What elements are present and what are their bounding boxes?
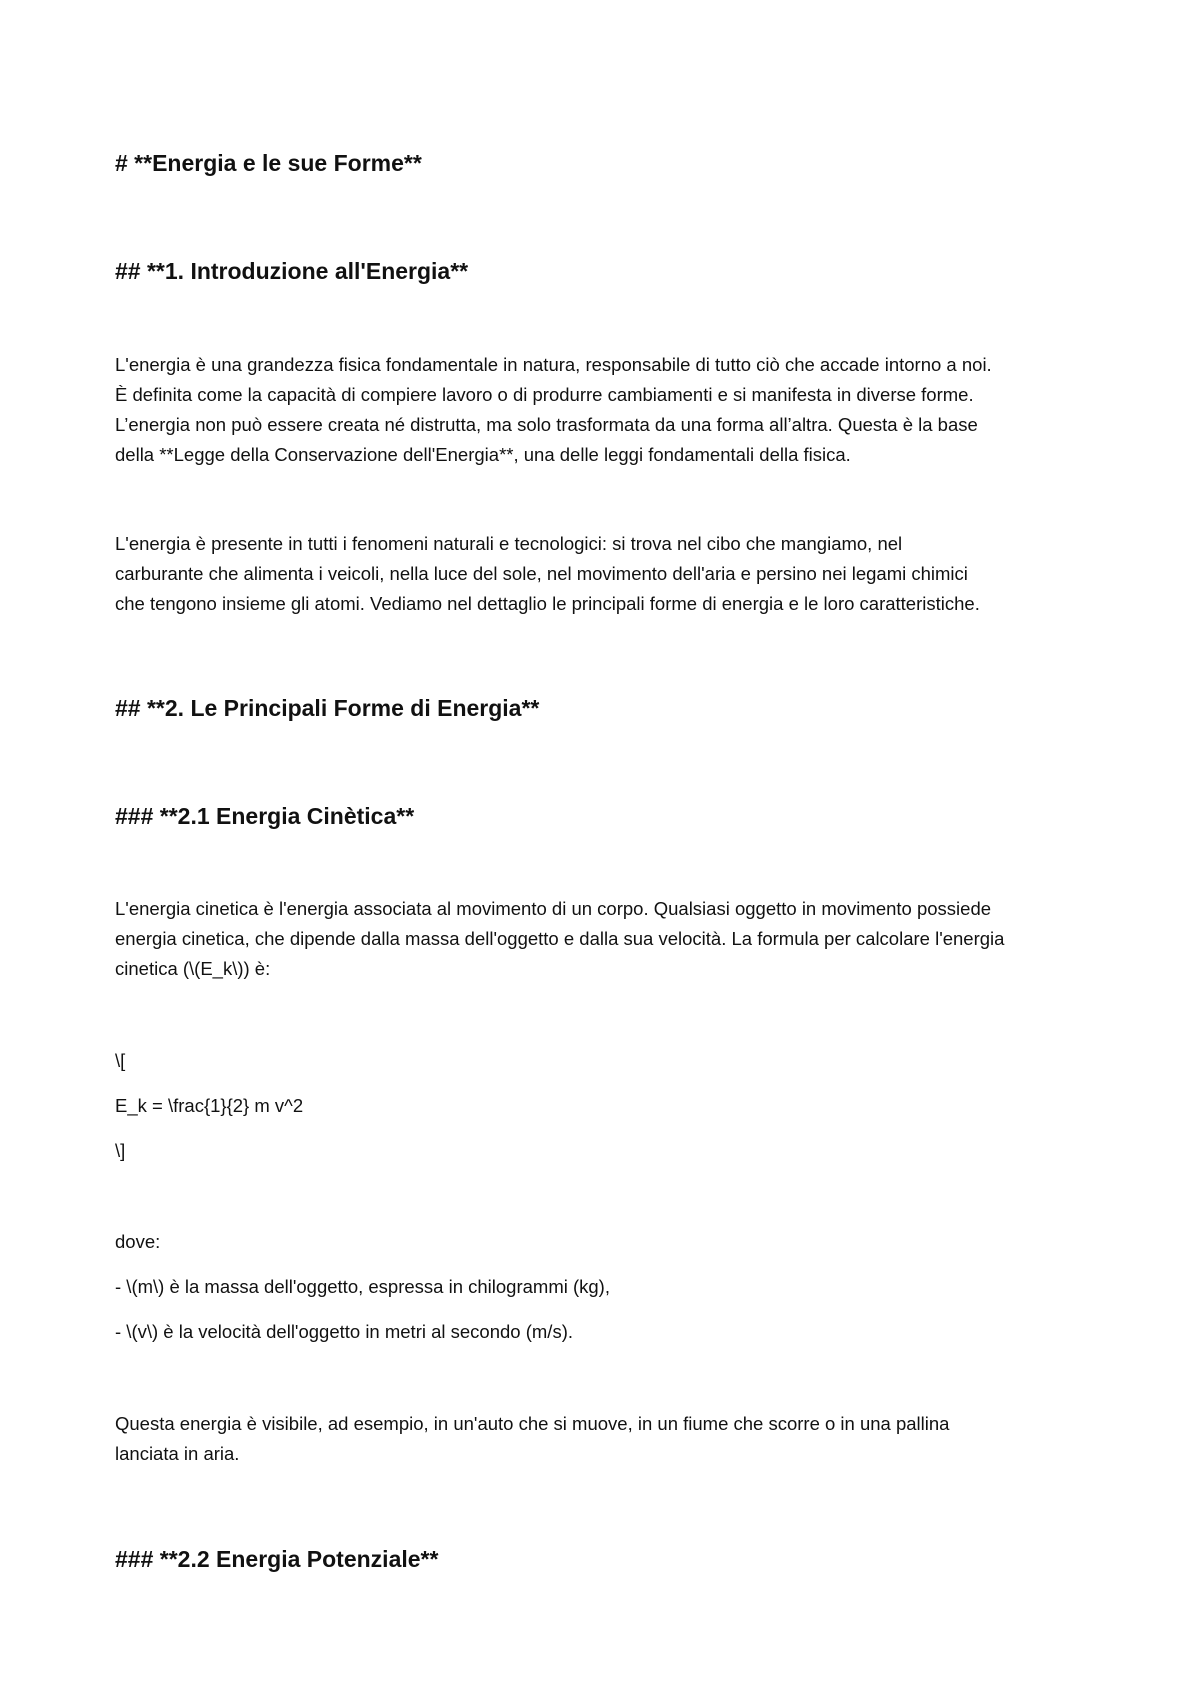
text-line: energia cinetica, che dipende dalla massa dell'oggetto e dalla sua velocità. La formula per calcolare l'energia xyxy=(115,928,1005,949)
section-1-paragraph-2 xyxy=(115,529,1095,619)
text-line: cinetica (\(E_k\)) è: xyxy=(115,958,271,979)
section-1-heading: ## **1. Introduzione all'Energia** xyxy=(115,258,469,284)
subsection-2-1-paragraph-1 xyxy=(115,894,1095,984)
text-line: L'energia è presente in tutti i fenomeni naturali e tecnologici: si trova nel cibo che mangiamo, nel xyxy=(115,533,903,554)
text-line: della **Legge della Conservazione dell'Energia**, una delle leggi fondamentali della fisica. xyxy=(115,444,851,465)
subsection-2-2-heading: ### **2.2 Energia Potenziale** xyxy=(115,1546,439,1572)
text-line: che tengono insieme gli atomi. Vediamo nel dettaglio le principali forme di energia e le loro caratteristiche. xyxy=(115,593,980,614)
text-line: Questa energia è visibile, ad esempio, in un'auto che si muove, in un fiume che scorre o in una pallina xyxy=(115,1413,950,1434)
formula-close: \] xyxy=(115,1140,126,1161)
section-1-paragraph-1 xyxy=(115,350,1095,470)
document-title: # **Energia e le sue Forme** xyxy=(115,150,422,176)
text-line: L'energia è una grandezza fisica fondamentale in natura, responsabile di tutto ciò che accade intorno a noi. xyxy=(115,354,992,375)
where-label: dove: xyxy=(115,1231,161,1252)
list-item-velocity: - \(v\) è la velocità dell'oggetto in metri al secondo (m/s). xyxy=(115,1321,573,1342)
text-line: carburante che alimenta i veicoli, nella luce del sole, nel movimento dell'aria e persino nei legami chimici xyxy=(115,563,968,584)
text-line: È definita come la capacità di compiere lavoro o di produrre cambiamenti e si manifesta in diverse forme. xyxy=(115,384,974,405)
formula-body: E_k = \frac{1}{2} m v^2 xyxy=(115,1095,304,1116)
subsection-2-1-heading: ### **2.1 Energia Cinètica** xyxy=(115,803,415,829)
section-2-heading: ## **2. Le Principali Forme di Energia** xyxy=(115,695,540,721)
list-item-mass: - \(m\) è la massa dell'oggetto, espressa in chilogrammi (kg), xyxy=(115,1276,610,1297)
text-line: L’energia non può essere creata né distrutta, ma solo trasformata da una forma all’altra. Questa è la base xyxy=(115,414,978,435)
subsection-2-1-paragraph-2 xyxy=(115,1409,1095,1469)
text-line: lanciata in aria. xyxy=(115,1443,240,1464)
formula-open: \[ xyxy=(115,1050,126,1071)
text-line: L'energia cinetica è l'energia associata al movimento di un corpo. Qualsiasi oggetto in movimento possiede xyxy=(115,898,992,919)
